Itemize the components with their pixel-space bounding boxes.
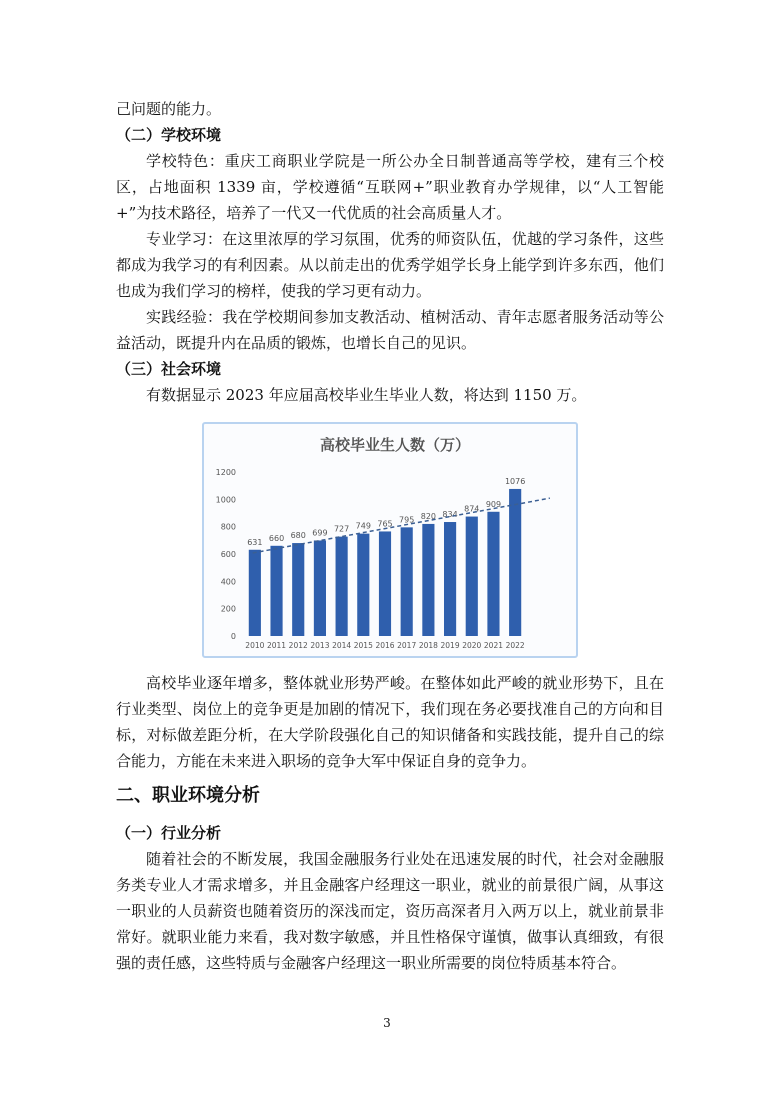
x-tick-label-2012: 2012 <box>288 641 308 650</box>
x-tick-label-2018: 2018 <box>418 641 438 650</box>
y-tick-label: 1000 <box>215 495 236 505</box>
heading-career-environment: 二、职业环境分析 <box>116 785 260 806</box>
bar-2013 <box>314 540 326 636</box>
y-tick-label: 1200 <box>215 468 236 477</box>
data-label-2018: 820 <box>420 511 437 521</box>
x-tick-label-2017: 2017 <box>397 641 417 650</box>
bar-2019 <box>444 522 456 636</box>
y-tick-label: 800 <box>220 522 236 532</box>
heading-school-environment: （二）学校环境 <box>116 126 222 144</box>
bar-2021 <box>487 512 499 636</box>
bar-2017 <box>401 527 413 636</box>
data-label-2021: 909 <box>485 499 502 509</box>
data-label-2017: 795 <box>399 515 415 525</box>
data-label-2016: 765 <box>377 519 393 529</box>
x-tick-label-2022: 2022 <box>505 641 525 650</box>
paragraph-graduate-data: 有数据显示 2023 年应届高校毕业生毕业人数，将达到 1150 万。 <box>146 386 587 404</box>
data-label-2019: 834 <box>442 510 458 520</box>
data-label-2022: 1076 <box>504 476 526 486</box>
data-label-2015: 749 <box>355 521 371 531</box>
page-content <box>116 96 664 976</box>
paragraph-school-features: 学校特色：重庆工商职业学院是一所公办全日制普通高等学校，建有三个校区，占地面积 1339 亩，学校遵循“互联网+”职业教育办学规律，以“人工智能+”为技术路径，培养了一代又一代优质的社会高质量人才。 <box>116 152 664 222</box>
graduates-bar-chart <box>202 422 578 658</box>
paragraph-practice-experience: 实践经验：我在学校期间参加支教活动、植树活动、青年志愿者服务活动等公益活动，既提升内在品质的锻炼，也增长自己的见识。 <box>116 308 664 352</box>
data-label-2010: 631 <box>247 537 263 547</box>
x-tick-label-2014: 2014 <box>332 641 352 650</box>
paragraph-continuation: 己问题的能力。 <box>116 100 222 118</box>
x-tick-label-2010: 2010 <box>245 641 265 650</box>
y-tick-label: 400 <box>220 577 236 587</box>
chart-svg <box>204 424 576 656</box>
x-tick-label-2013: 2013 <box>310 641 330 650</box>
data-label-2020: 874 <box>464 504 480 514</box>
bar-2022 <box>509 489 521 636</box>
y-tick-label: 200 <box>220 604 236 614</box>
bar-2011 <box>270 546 282 636</box>
y-tick-label: 600 <box>220 550 236 559</box>
x-tick-label-2020: 2020 <box>462 641 482 650</box>
data-label-2011: 660 <box>268 533 285 543</box>
x-tick-label-2019: 2019 <box>440 641 460 650</box>
data-label-2012: 680 <box>290 531 306 541</box>
y-tick-label: 0 <box>230 632 236 641</box>
heading-industry-analysis: （一）行业分析 <box>116 824 222 842</box>
x-tick-label-2015: 2015 <box>353 641 373 650</box>
bar-2018 <box>422 524 434 636</box>
data-label-2013: 699 <box>312 528 328 538</box>
data-label-2014: 727 <box>333 524 350 534</box>
x-tick-label-2011: 2011 <box>266 641 287 650</box>
bar-2012 <box>292 543 304 636</box>
heading-social-environment: （三）社会环境 <box>116 360 222 378</box>
paragraph-industry-analysis: 随着社会的不断发展，我国金融服务行业处在迅速发展的时代，社会对金融服务类专业人才需求增多，并且金融客户经理这一职业，就业的前景很广阔，从事这一职业的人员薪资也随着资历的深浅而定，资历高深者月入两万以上，就业前景非常好。就职业能力来看，我对数字敏感，并且性格保守谨慎，做事认真细致，有很强的责任感，这些特质与金融客户经理这一职业所需要的岗位特质基本符合。 <box>116 850 664 972</box>
paragraph-professional-study: 专业学习：在这里浓厚的学习氛围，优秀的师资队伍，优越的学习条件，这些都成为我学习的有利因素。从以前走出的优秀学姐学长身上能学到许多东西，他们也成为我们学习的榜样，使我的学习更有动力。 <box>116 230 664 300</box>
bar-2020 <box>466 517 478 636</box>
chart-title: 高校毕业生人数（万） <box>319 436 471 454</box>
bar-2014 <box>336 537 348 636</box>
page-number: 3 <box>383 1016 391 1030</box>
x-tick-label-2016: 2016 <box>375 641 395 650</box>
bar-2016 <box>379 531 391 636</box>
bar-2015 <box>357 534 369 636</box>
paragraph-employment-situation: 高校毕业逐年增多，整体就业形势严峻。在整体如此严峻的就业形势下，且在行业类型、岗位上的竞争更是加剧的情况下，我们现在务必要找准自己的方向和目标，对标做差距分析，在大学阶段强化自己的知识储备和实践技能，提升自己的综合能力，方能在未来进入职场的竞争大军中保证自身的竞争力。 <box>116 674 664 770</box>
bar-2010 <box>249 550 261 636</box>
x-tick-label-2021: 2021 <box>483 641 504 650</box>
